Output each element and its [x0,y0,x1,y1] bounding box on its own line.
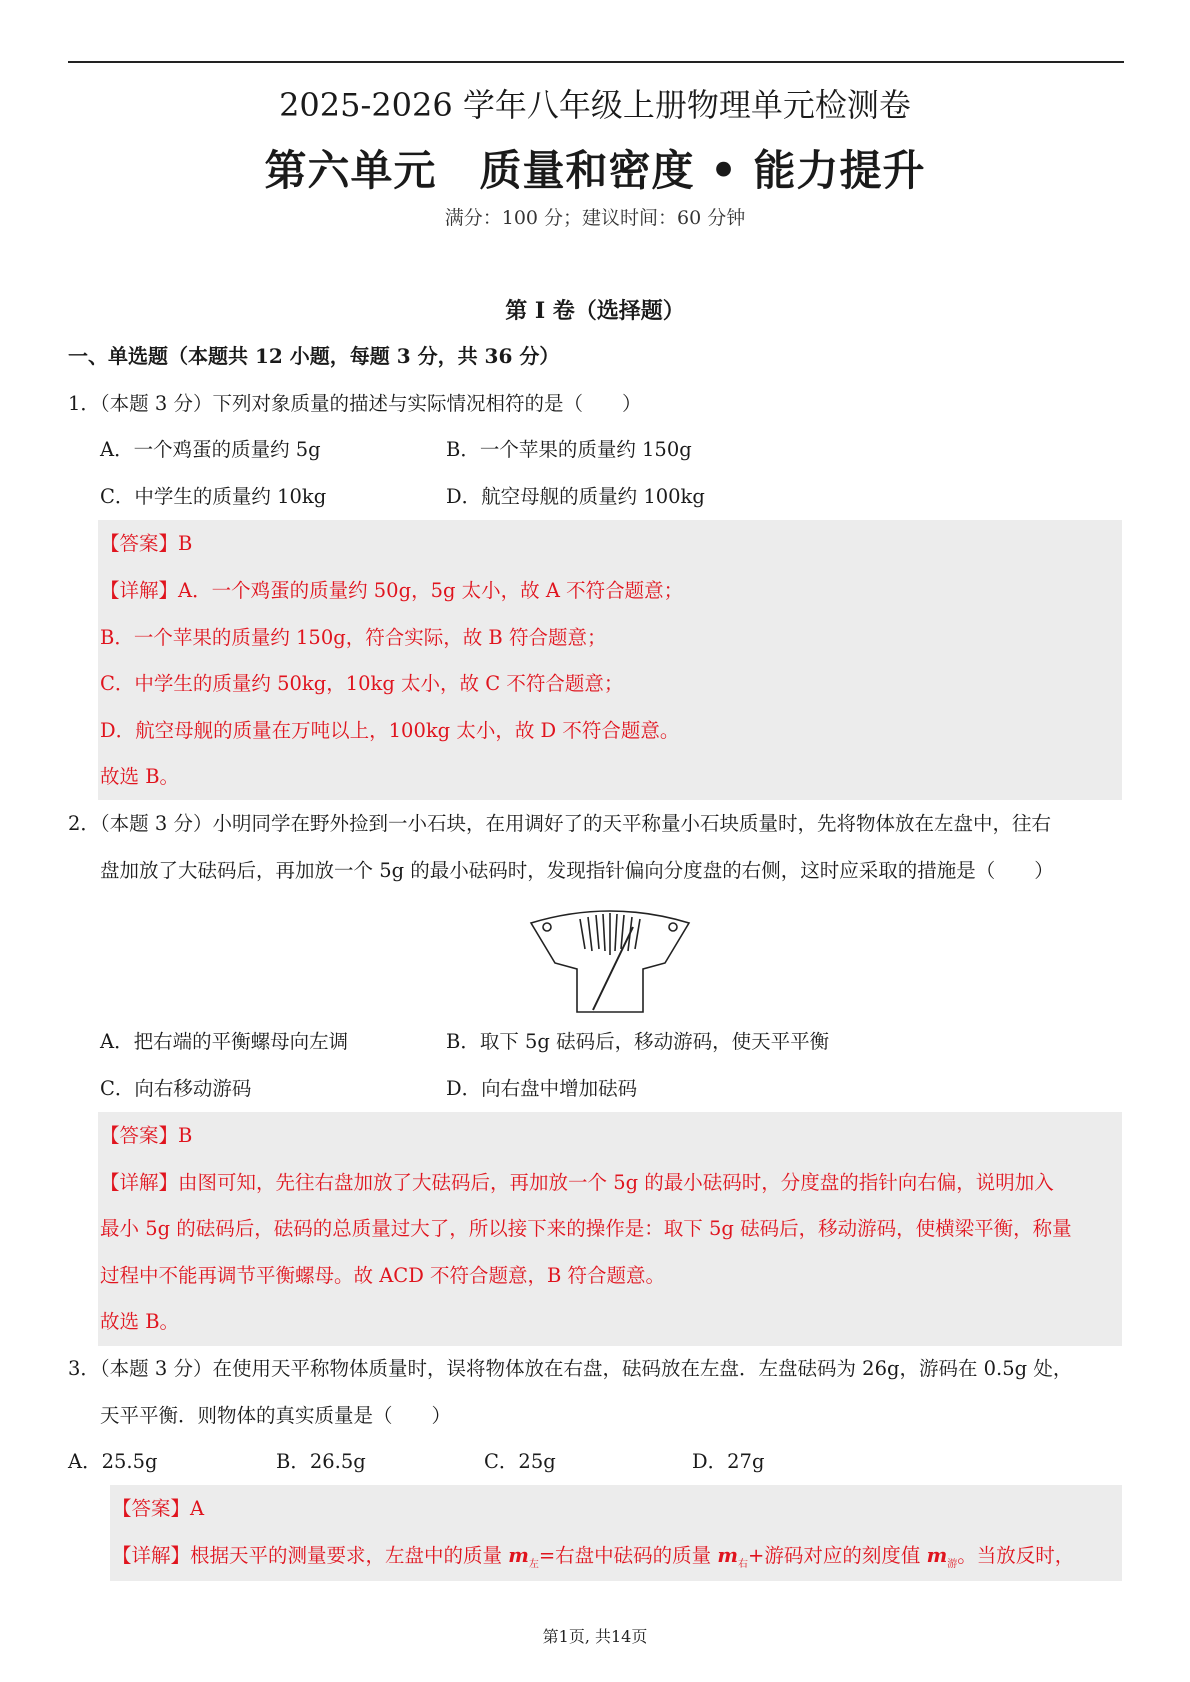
q2-detail-3: 过程中不能再调节平衡螺母。故 ACD 不符合题意，B 符合题意。 [100,1264,666,1287]
q2-stem-line-2: 盘加放了大砝码后，再加放一个 5g 的最小砝码时，发现指针偏向分度盘的右侧，这时应采取的措施是（ ） [100,859,1054,882]
q1-detail-2: B．一个苹果的质量约 150g，符合实际，故 B 符合题意； [100,626,607,649]
q2-option-c: C．向右移动游码 [100,1077,252,1100]
top-rule [68,61,1124,63]
unit-title: 第六单元 质量和密度 • 能力提升 [264,146,926,195]
q3-option-c: C．25g [484,1450,556,1473]
q1-answer: 【答案】B [100,532,193,555]
q2-detail-2: 最小 5g 的砝码后，砝码的总质量过大了，所以接下来的操作是：取下 5g 砝码后，移动游码，使横梁平衡，称量 [100,1217,1072,1240]
q3-answer: 【答案】A [112,1497,205,1520]
balance-scale-dial-figure [525,905,695,1015]
dial-left-hole [543,923,551,931]
q1-conclusion: 故选 B。 [100,765,180,788]
q3-detail-1 [112,1542,1074,1579]
q2-option-a: A．把右端的平衡螺母向左调 [100,1030,349,1053]
q3-stem-line-1: 3．（本题 3 分）在使用天平称物体质量时，误将物体放在右盘，砝码放在左盘．左盘砝码为 26g，游码在 0.5g 处， [68,1357,1073,1380]
dial-tick [621,915,624,949]
q3-option-b: B．26.5g [276,1450,366,1473]
dial-right-hole [669,923,677,931]
exam-meta: 满分：100 分；建议时间：60 分钟 [444,207,746,229]
part-one-title: 一、单选题（本题共 12 小题，每题 3 分，共 36 分） [68,344,560,368]
m-left-symbol: $m_左$ [508,1544,539,1570]
q3-detail-prefix: 【详解】根据天平的测量要求，左盘中的质量 [112,1544,509,1567]
page-footer: 第1页, 共14页 [542,1627,648,1646]
q2-answer: 【答案】B [100,1124,193,1147]
q1-option-c: C．中学生的质量约 10kg [100,485,327,508]
dial-tick [596,915,599,949]
section-title: 第 I 卷（选择题） [505,298,685,324]
dial-tick [603,914,605,951]
q2-conclusion: 故选 B。 [100,1310,180,1333]
q3-option-d: D．27g [692,1450,765,1473]
q1-detail-3: C．中学生的质量约 50kg，10kg 太小，故 C 不符合题意； [100,672,624,695]
q1-stem: 1．（本题 3 分）下列对象质量的描述与实际情况相符的是（ ） [68,392,642,415]
dial-tick [580,919,585,949]
q1-detail-1: 【详解】A．一个鸡蛋的质量约 50g，5g 太小，故 A 不符合题意； [100,579,684,602]
q1-detail-4: D．航空母舰的质量在万吨以上，100kg 太小，故 D 不符合题意。 [100,719,680,742]
q2-option-b: B．取下 5g 砝码后，移动游码，使天平平衡 [446,1030,830,1053]
dial-tick [615,914,617,951]
q3-detail-mid-1: =右盘中砝码的质量 [538,1544,718,1567]
q1-answer-box [98,520,1122,800]
dial-tick [635,919,640,949]
q3-detail-suffix: 。当放反时， [957,1544,1075,1567]
q2-option-d: D．向右盘中增加砝码 [446,1077,638,1100]
exam-year-title: 2025-2026 学年八年级上册物理单元检测卷 [279,86,911,124]
dial-tick [588,917,592,951]
q2-stem-line-1: 2．（本题 3 分）小明同学在野外捡到一小石块，在用调好了的天平称量小石块质量时，先将物体放在左盘中，往右 [68,812,1051,835]
q2-detail-1: 【详解】由图可知，先往右盘加放了大砝码后，再加放一个 5g 的最小砝码时，分度盘的指针向右偏，说明加入 [100,1171,1054,1194]
q1-option-b: B．一个苹果的质量约 150g [446,438,692,461]
dial-pointer [593,927,633,1010]
q3-option-a: A．25.5g [68,1450,158,1473]
m-right-symbol: $m_右$ [717,1544,749,1570]
q1-option-d: D．航空母舰的质量约 100kg [446,485,705,508]
q3-detail-mid-2: +游码对应的刻度值 [748,1544,927,1567]
m-rider-symbol: $m_游$ [926,1544,958,1570]
q1-option-a: A．一个鸡蛋的质量约 5g [100,438,321,461]
q3-stem-line-2: 天平平衡．则物体的真实质量是（ ） [100,1404,452,1427]
